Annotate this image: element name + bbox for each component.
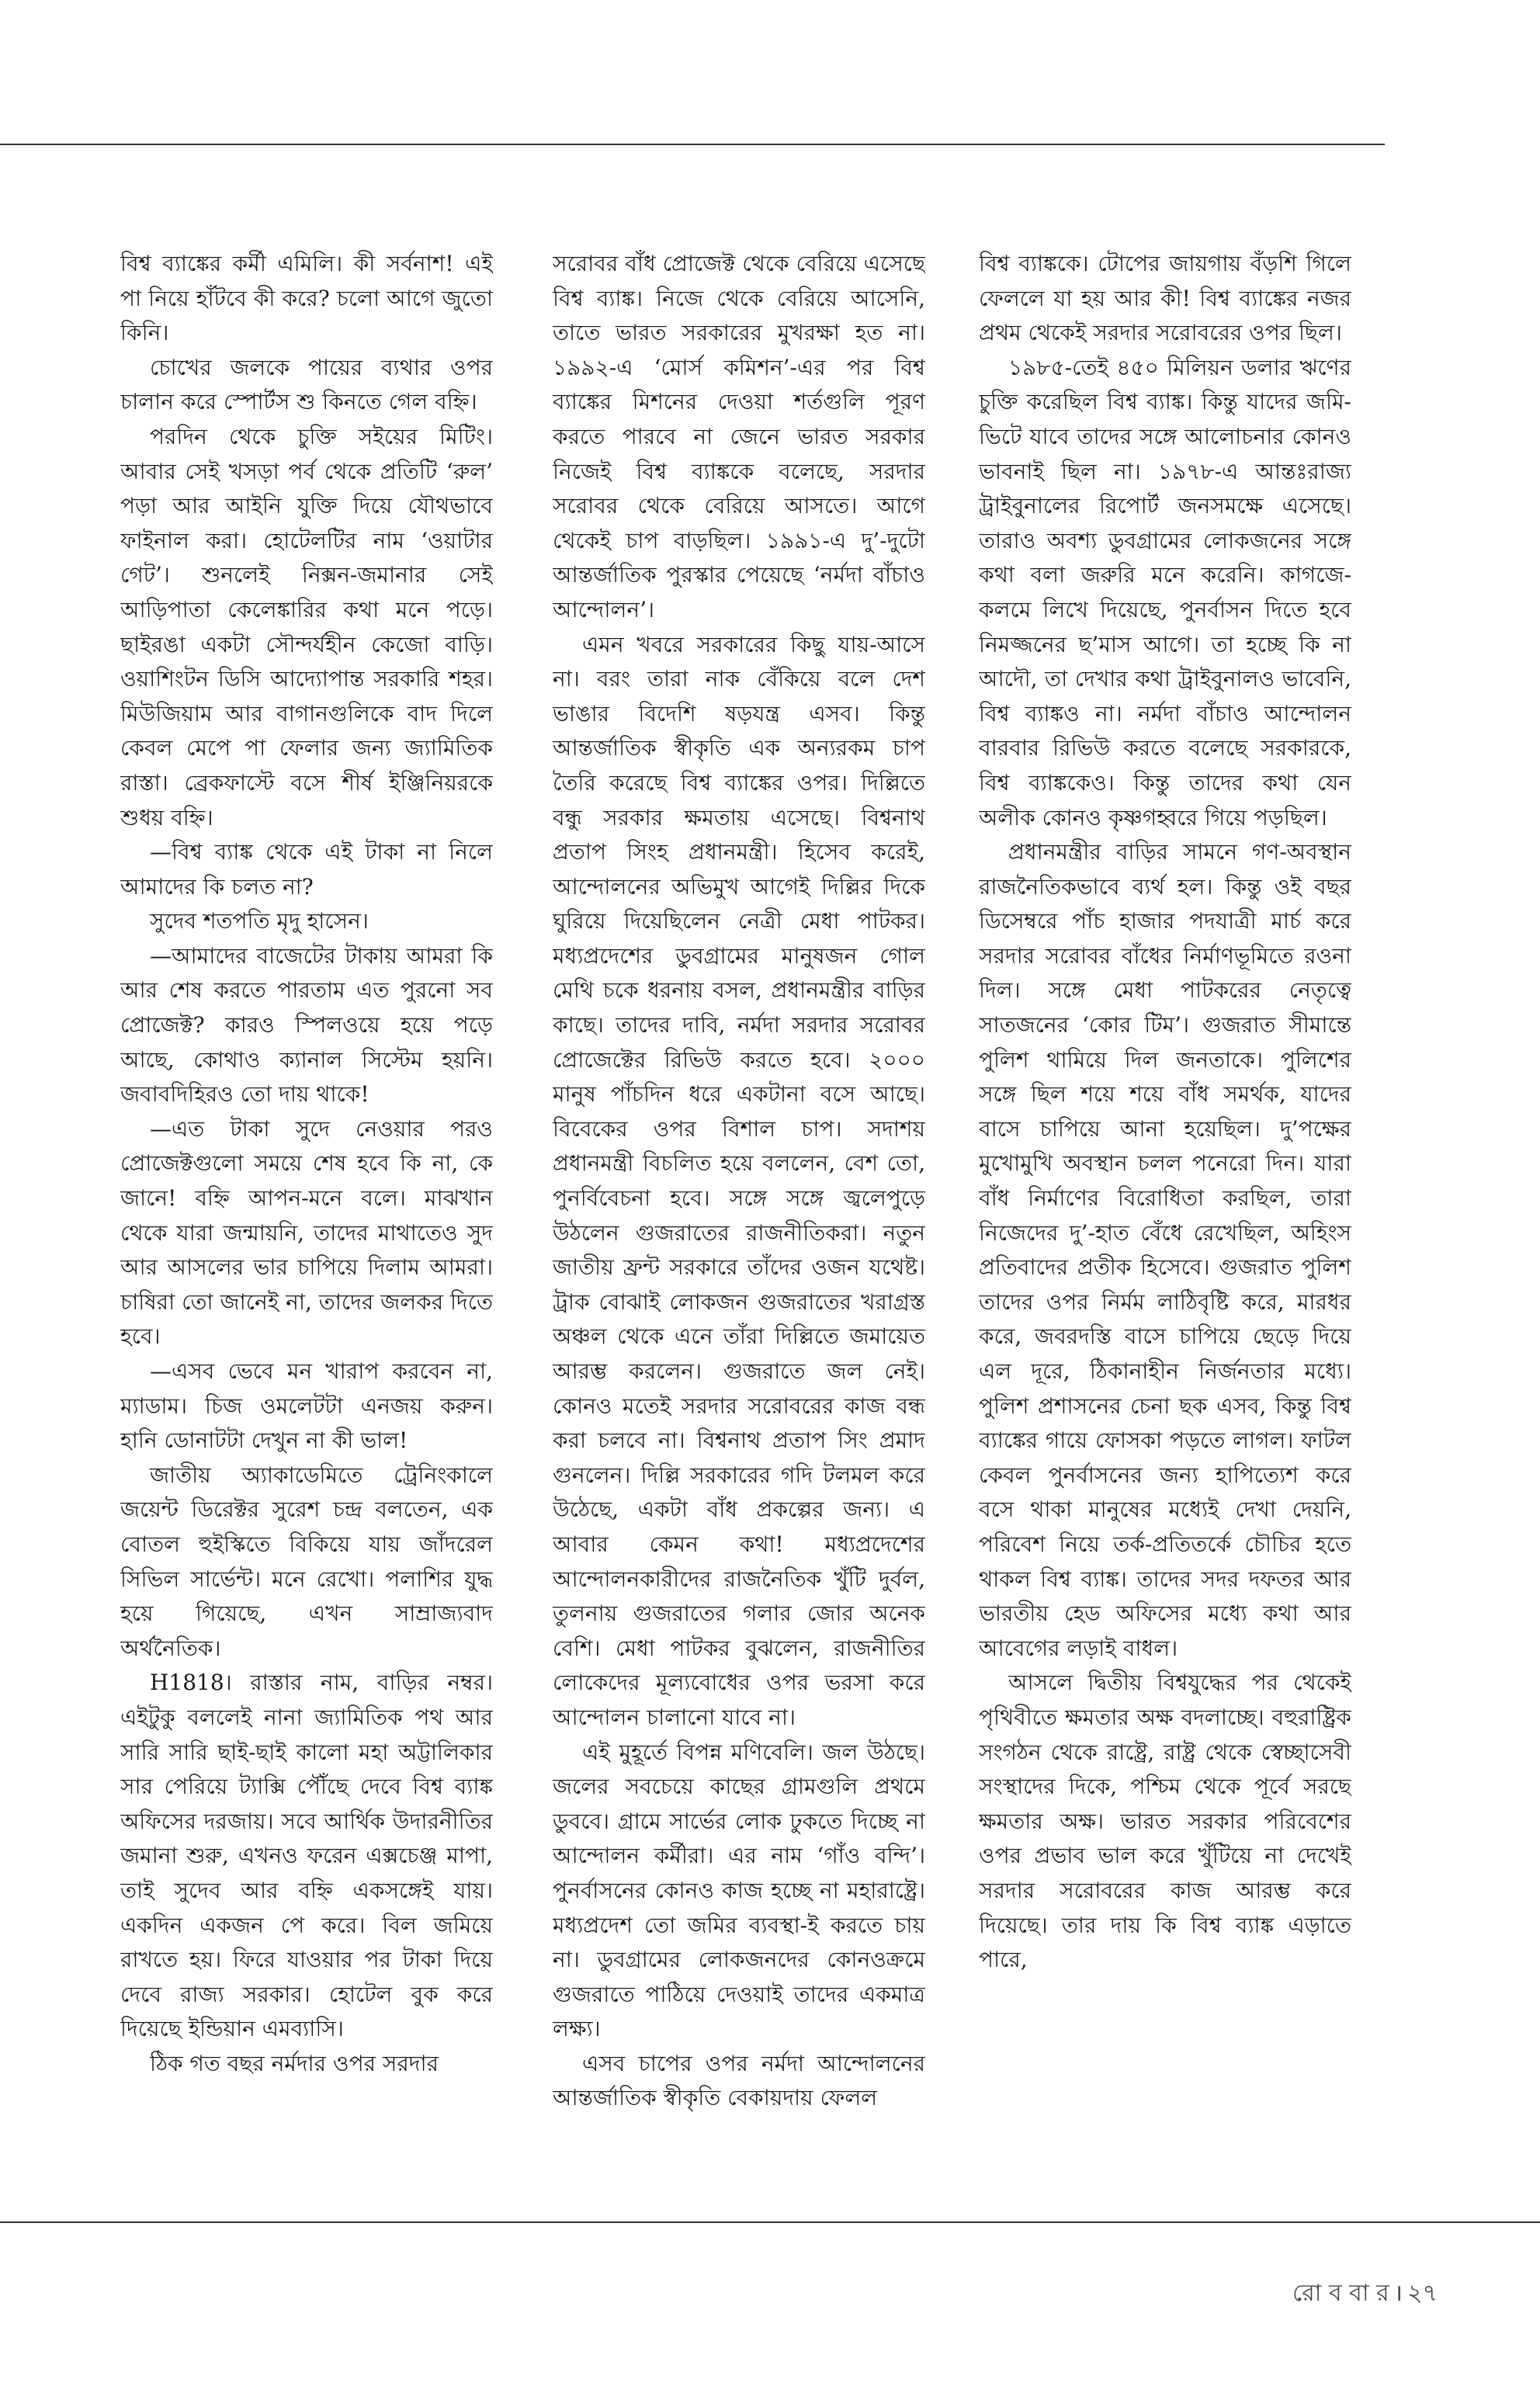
paragraph: পরদিন থেকে চুক্তি সইয়ের মিটিং। আবার সেই খসড়া পর্ব থেকে প্রতিটি ‘রুল’ পড়া আর আইনি যুক্তি দিয়ে যৌথভাবে ফাইনাল করা। হোটেলটির নাম ‘ওয়াটার গেট’। শুনলেই নিক্সন-জমানার সেই আড়িপাতা কেলেঙ্কারির কথা মনে পড়ে। ছাইরঙা একটা সৌন্দর্যহীন কেজো বাড়ি। ওয়াশিংটন ডিসি আদ্যোপান্ত সরকারি শহর। মিউজিয়াম আর বাগানগুলিকে বাদ দিলে কেবল মেপে পা ফেলার জন্য জ্যামিতিক রাস্তা। ব্রেকফাস্টে বসে শীর্ষ ইঞ্জিনিয়রকে শুধয় বহ্নি। bbox=[120, 423, 493, 831]
paragraph: বিশ্ব ব্যাঙ্ককে। টোপের জায়গায় বঁড়শি গিলে ফেললে যা হয় আর কী! বিশ্ব ব্যাঙ্কের নজর প্রথম থেকেই সরদার সরোবরের ওপর ছিল। bbox=[979, 251, 1351, 346]
bottom-rule bbox=[0, 2221, 1540, 2223]
paragraph: এই মুহূর্তে বিপন্ন মণিবেলি। জল উঠছে। জলের সবচেয়ে কাছের গ্রামগুলি প্রথমে ডুববে। গ্রামে সার্ভের লোক ঢুকতে দিচ্ছে না আন্দোলন কর্মীরা। এর নাম ‘গাঁও বন্দি’। পুনর্বাসনের কোনও কাজ হচ্ছে না মহারাষ্ট্রে। মধ্যপ্রদেশ তো জমির ব্যবস্থা-ই করতে চায় না। ডুবগ্রামের লোকজনদের কোনওক্রমে গুজরাতে পাঠিয়ে দেওয়াই তাদের একমাত্র লক্ষ্য। bbox=[553, 1739, 925, 2042]
paragraph: ১৯৮৫-তেই ৪৫০ মিলিয়ন ডলার ঋণের চুক্তি করেছিল বিশ্ব ব্যাঙ্ক। কিন্তু যাদের জমি-ভিটে যাবে তাদের সঙ্গে আলোচনার কোনও ভাবনাই ছিল না। ১৯৭৮-এ আন্তঃরাজ্য ট্রাইবুনালের রিপোর্ট জনসমক্ষে এসেছে। তারাও অবশ্য ডুবগ্রামের লোকজনের সঙ্গে কথা বলা জরুরি মনে করেনি। কাগজে-কলমে লিখে দিয়েছে, পুনর্বাসন দিতে হবে নিমজ্জনের ছ’মাস আগে। তা হচ্ছে কি না আদৌ, তা দেখার কথা ট্রাইবুনালও ভাবেনি, বিশ্ব ব্যাঙ্কও না। নর্মদা বাঁচাও আন্দোলন বারবার রিভিউ করতে বলেছে সরকারকে, বিশ্ব ব্যাঙ্ককেও। কিন্তু তাদের কথা যেন অলীক কোনও কৃষ্ণগহ্বরে গিয়ে পড়ছিল। bbox=[979, 354, 1351, 831]
paragraph: এসব চাপের ওপর নর্মদা আন্দোলনের আন্তর্জাতিক স্বীকৃতি বেকায়দায় ফেলল bbox=[553, 2050, 925, 2111]
paragraph: প্রধানমন্ত্রীর বাড়ির সামনে গণ-অবস্থান রাজনৈতিকভাবে ব্যর্থ হল। কিন্তু ওই বছর ডিসেম্বরে পাঁচ হাজার পদযাত্রী মার্চ করে সরদার সরোবর বাঁধের নির্মাণভূমিতে রওনা দিল। সঙ্গে মেধা পাটকরের নেতৃত্বে সাতজনের ‘কোর টিম’। গুজরাত সীমান্তে পুলিশ থামিয়ে দিল জনতাকে। পুলিশের সঙ্গে ছিল শয়ে শয়ে বাঁধ সমর্থক, যাদের বাসে চাপিয়ে আনা হয়েছিল। দু’পক্ষের মুখোমুখি অবস্থান চলল পনেরো দিন। যারা বাঁধ নির্মাণের বিরোধিতা করছিল, তারা নিজেদের দু’-হাত বেঁধে রেখেছিল, অহিংস প্রতিবাদের প্রতীক হিসেবে। গুজরাত পুলিশ তাদের ওপর নির্মম লাঠিবৃষ্টি করে, মারধর করে, জবরদস্তি বাসে চাপিয়ে ছেড়ে দিয়ে এল দূরে, ঠিকানাহীন নির্জনতার মধ্যে। পুলিশ প্রশাসনের চেনা ছক এসব, কিন্তু বিশ্ব ব্যাঙ্কের গায়ে ফোসকা পড়তে লাগল। ফাটল কেবল পুনর্বাসনের জন্য হাপিত্যেশ করে বসে থাকা মানুষের মধ্যেই দেখা দেয়নি, পরিবেশ নিয়ে তর্ক-প্রতিতর্কে চৌচির হতে থাকল বিশ্ব ব্যাঙ্ক। তাদের সদর দফতর আর ভারতীয় হেড অফিসের মধ্যে কথা আর আবেগের লড়াই বাধল। bbox=[979, 839, 1351, 1661]
paragraph: জাতীয় অ্যাকাডেমিতে ট্রেনিংকালে জয়েন্ট ডিরেক্টর সুরেশ চন্দ্র বলতেন, এক বোতল হুইস্কিতে বিকিয়ে যায় জাঁদরেল সিভিল সার্ভেন্ট। মনে রেখো। পলাশির যুদ্ধ হয়ে গিয়েছে, এখন সাম্রাজ্যবাদ অর্থনৈতিক। bbox=[120, 1462, 493, 1661]
paragraph: এমন খবরে সরকারের কিছু যায়-আসে না। বরং তারা নাক বেঁকিয়ে বলে দেশ ভাঙার বিদেশি ষড়যন্ত্র এসব। কিন্তু আন্তর্জাতিক স্বীকৃতি এক অন্যরকম চাপ তৈরি করেছে বিশ্ব ব্যাঙ্কের ওপর। দিল্লিতে বন্ধু সরকার ক্ষমতায় এসেছে। বিশ্বনাথ প্রতাপ সিংহ প্রধানমন্ত্রী। হিসেব করেই, আন্দোলনের অভিমুখ আগেই দিল্লির দিকে ঘুরিয়ে দিয়েছিলেন নেত্রী মেধা পাটকর। মধ্যপ্রদেশের ডুবগ্রামের মানুষজন গোল মেথি চকে ধরনায় বসল, প্রধানমন্ত্রীর বাড়ির কাছে। তাদের দাবি, নর্মদা সরদার সরোবর প্রোজেক্টের রিভিউ করতে হবে। ২০০০ মানুষ পাঁচদিন ধরে একটানা বসে আছে। বিবেকের ওপর বিশাল চাপ। সদাশয় প্রধানমন্ত্রী বিচলিত হয়ে বললেন, বেশ তো, পুনর্বিবেচনা হবে। সঙ্গে সঙ্গে জ্বলেপুড়ে উঠলেন গুজরাতের রাজনীতিকরা। নতুন জাতীয় ফ্রন্ট সরকারে তাঁদের ওজন যথেষ্ট। ট্রাক বোঝাই লোকজন গুজরাতের খরাগ্রস্ত অঞ্চল থেকে এনে তাঁরা দিল্লিতে জমায়েত আরম্ভ করলেন। গুজরাতে জল নেই। কোনও মতেই সরদার সরোবরের কাজ বন্ধ করা চলবে না। বিশ্বনাথ প্রতাপ সিং প্রমাদ গুনলেন। দিল্লি সরকারের গদি টলমল করে উঠেছে, একটা বাঁধ প্রকল্পের জন্য। এ আবার কেমন কথা! মধ্যপ্রদেশের আন্দোলনকারীদের রাজনৈতিক খুঁটি দুর্বল, তুলনায় গুজরাতের গলার জোর অনেক বেশি। মেধা পাটকর বুঝলেন, রাজনীতির লোকেদের মূল্যবোধের ওপর ভরসা করে আন্দোলন চালানো যাবে না। bbox=[553, 631, 925, 1730]
article-column-3 bbox=[979, 247, 1351, 2195]
page-footer bbox=[1292, 2274, 1438, 2314]
paragraph: —বিশ্ব ব্যাঙ্ক থেকে এই টাকা না নিলে আমাদের কি চলত না? bbox=[120, 839, 493, 900]
paragraph: H1818। রাস্তার নাম, বাড়ির নম্বর। এইটুকু বললেই নানা জ্যামিতিক পথ আর সারি সারি ছাই-ছাই কালো মহা অট্টালিকার সার পেরিয়ে ট্যাক্সি পৌঁছে দেবে বিশ্ব ব্যাঙ্ক অফিসের দরজায়। সবে আর্থিক উদারনীতির জমানা শুরু, এখনও ফরেন এক্সচেঞ্জ মাপা, তাই সুদেব আর বহ্নি একসঙ্গেই যায়। একদিন একজন পে করে। বিল জমিয়ে রাখতে হয়। ফিরে যাওয়ার পর টাকা দিয়ে দেবে রাজ্য সরকার। হোটেল বুক করে দিয়েছে ইন্ডিয়ান এমব্যাসি। bbox=[120, 1670, 493, 2042]
page-number: ২৭ bbox=[1406, 2280, 1438, 2307]
paragraph: সুদেব শতপতি মৃদু হাসেন। bbox=[150, 908, 369, 935]
paragraph: —আমাদের বাজেটের টাকায় আমরা কি আর শেষ করতে পারতাম এত পুরনো সব প্রোজেক্ট? কারও স্পিলওয়ে হয়ে পড়ে আছে, কোথাও ক্যানাল সিস্টেম হয়নি। জবাবদিহিরও তো দায় থাকে! bbox=[120, 942, 493, 1108]
paragraph: ঠিক গত বছর নর্মদার ওপর সরদার bbox=[150, 2050, 439, 2076]
paragraph: বিশ্ব ব্যাঙ্কের কর্মী এমিলি। কী সর্বনাশ! এই পা নিয়ে হাঁটবে কী করে? চলো আগে জুতো কিনি। bbox=[120, 251, 493, 346]
footer-separator: । bbox=[1393, 2280, 1403, 2307]
paragraph: চোখের জলকে পায়ের ব্যথার ওপর চালান করে স্পোর্টস শু কিনতে গেল বহ্নি। bbox=[120, 354, 493, 415]
paragraph: —এসব ভেবে মন খারাপ করবেন না, ম্যাডাম। চিজ ওমলেটটা এনজয় করুন। হানি ডোনাটটা দেখুন না কী ভাল! bbox=[120, 1358, 493, 1454]
article-column-1 bbox=[120, 247, 493, 2195]
publication-name: রো ব বা র bbox=[1292, 2280, 1389, 2307]
paragraph: —এত টাকা সুদে নেওয়ার পরও প্রোজেক্টগুলো সময়ে শেষ হবে কি না, কে জানে! বহ্নি আপন-মনে বলে। মাঝখান থেকে যারা জন্মায়নি, তাদের মাথাতেও সুদ আর আসলের ভার চাপিয়ে দিলাম আমরা। চাষিরা তো জানেই না, তাদের জলকর দিতে হবে। bbox=[120, 1115, 493, 1350]
top-rule bbox=[0, 144, 1385, 145]
paragraph: সরোবর বাঁধ প্রোজেক্ট থেকে বেরিয়ে এসেছে বিশ্ব ব্যাঙ্ক। নিজে থেকে বেরিয়ে আসেনি, তাতে ভারত সরকারের মুখরক্ষা হত না। ১৯৯২-এ ‘মোর্স কমিশন’-এর পর বিশ্ব ব্যাঙ্কের মিশনের দেওয়া শর্তগুলি পূরণ করতে পারবে না জেনে ভারত সরকার নিজেই বিশ্ব ব্যাঙ্ককে বলেছে, সরদার সরোবর থেকে বেরিয়ে আসতে। আগে থেকেই চাপ বাড়ছিল। ১৯৯১-এ দু’-দুটো আন্তর্জাতিক পুরস্কার পেয়েছে ‘নর্মদা বাঁচাও আন্দোলন’। bbox=[553, 251, 925, 623]
article-column-2 bbox=[553, 247, 925, 2195]
paragraph: আসলে দ্বিতীয় বিশ্বযুদ্ধের পর থেকেই পৃথিবীতে ক্ষমতার অক্ষ বদলাচ্ছে। বহুরাষ্ট্রিক সংগঠন থেকে রাষ্ট্রে, রাষ্ট্র থেকে স্বেচ্ছাসেবী সংস্থাদের দিকে, পশ্চিম থেকে পূর্বে সরছে ক্ষমতার অক্ষ। ভারত সরকার পরিবেশের ওপর প্রভাব ভাল করে খুঁটিয়ে না দেখেই সরদার সরোবরের কাজ আরম্ভ করে দিয়েছে। তার দায় কি বিশ্ব ব্যাঙ্ক এড়াতে পারে, bbox=[979, 1670, 1351, 1973]
